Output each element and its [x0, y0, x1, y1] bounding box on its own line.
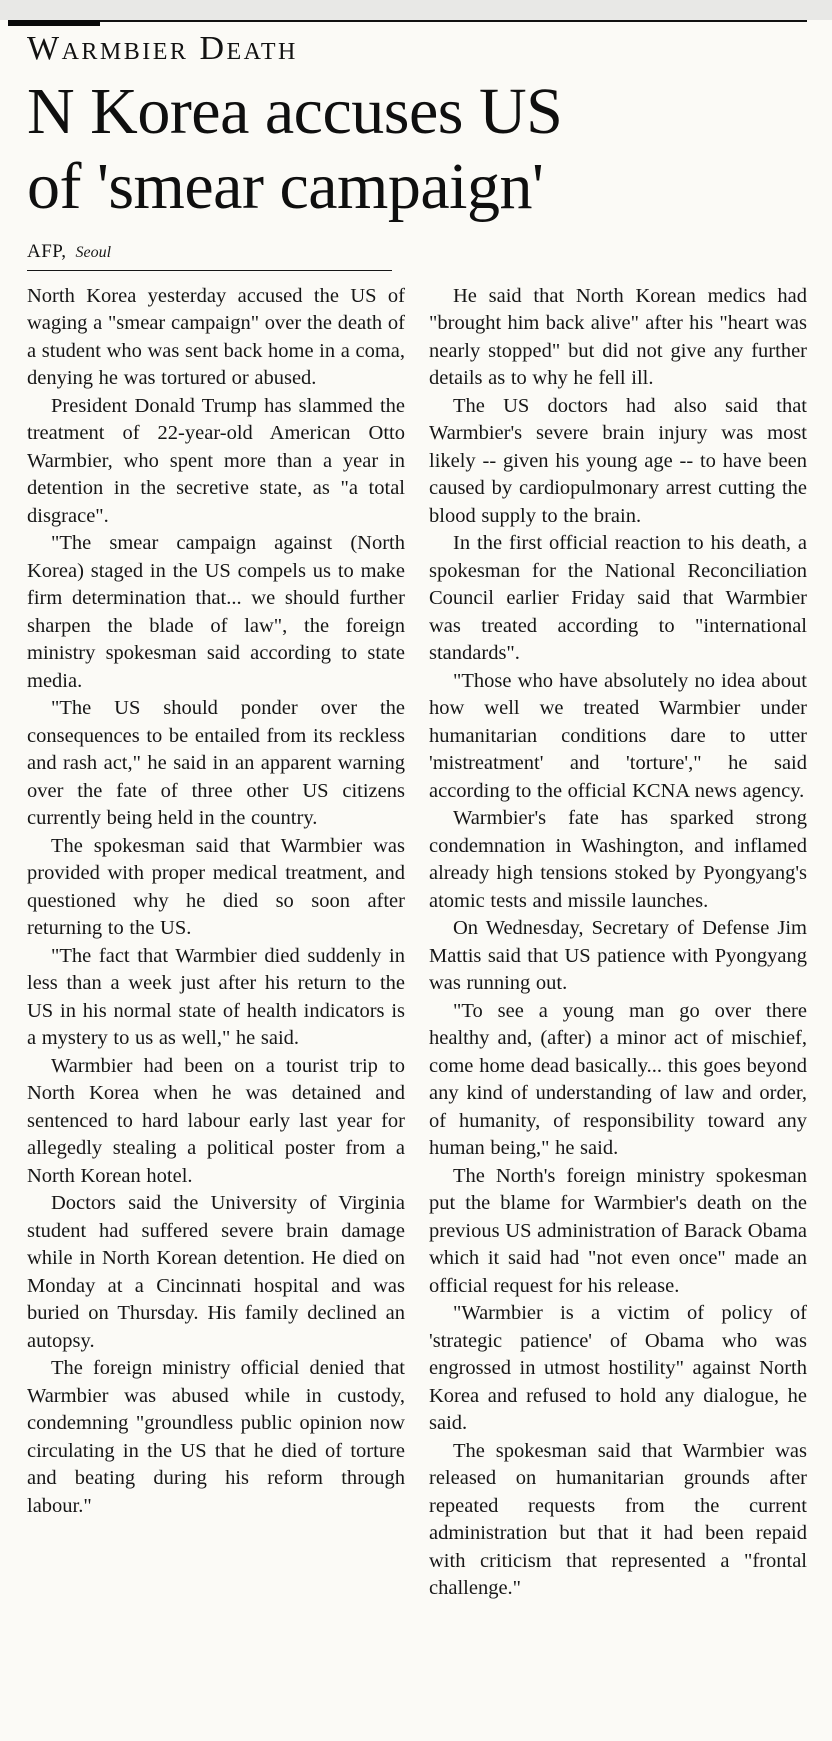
- paragraph: "The US should ponder over the consequences to be entailed from its reckless and rash act," he said in an apparent warning over the fate of three other US citizens currently being held in the country.: [27, 697, 405, 830]
- top-crop-mark: [8, 20, 100, 26]
- article-headline: [27, 75, 807, 224]
- paragraph: "The smear campaign against (North Korea) staged in the US compels us to make firm determination that... we should further sharpen the blade of law", the foreign ministry spokesman said according to state media.: [27, 532, 405, 692]
- article-body: [27, 283, 807, 1603]
- paragraph: President Donald Trump has slammed the treatment of 22-year-old American Otto Warmbier, who spent more than a year in detention in the secretive state, as "a total disgrace".: [27, 394, 405, 527]
- paragraph: The spokesman said that Warmbier was provided with proper medical treatment, and questioned why he died so soon after returning to the US.: [27, 834, 405, 940]
- newspaper-page: [0, 20, 832, 1741]
- paragraph: He said that North Korean medics had "brought him back alive" after his "heart was nearly stopped" but did not give any further details as to why he fell ill.: [429, 284, 807, 390]
- paragraph: The foreign ministry official denied that Warmbier was abused while in custody, condemning "groundless public opinion now circulating in the US that he died of torture and beating during his reform through labour.": [27, 1357, 405, 1517]
- byline-rule: [27, 270, 392, 271]
- paragraph: "The fact that Warmbier died suddenly in less than a week just after his return to the US in his normal state of health indicators is a mystery to us as well," he said.: [27, 944, 405, 1050]
- paragraph: The spokesman said that Warmbier was released on humanitarian grounds after repeated requests from the current administration but that it had been repaid with criticism that represented a "frontal challenge.": [429, 1439, 807, 1600]
- top-rule: [27, 20, 807, 22]
- left-column: [27, 283, 405, 1603]
- paragraph: "Those who have absolutely no idea about how well we treated Warmbier under humanitarian conditions dare to utter 'mistreatment' and 'torture'," he said according to the official KCNA news agency.: [429, 669, 807, 802]
- headline-line-2: of 'smear campaign': [27, 149, 544, 223]
- paragraph: On Wednesday, Secretary of Defense Jim Mattis said that US patience with Pyongyang was running out.: [429, 917, 807, 995]
- paragraph: "Warmbier is a victim of policy of 'strategic patience' of Obama who was engrossed in utmost hostility" against North Korea and refused to hold any dialogue, he said.: [429, 1302, 807, 1435]
- paragraph: North Korea yesterday accused the US of waging a "smear campaign" over the death of a student who was sent back home in a coma, denying he was tortured or abused.: [27, 284, 405, 390]
- paragraph: The North's foreign ministry spokesman put the blame for Warmbier's death on the previous US administration of Barack Obama which it said had "not even once" made an official request for his release.: [429, 1164, 807, 1297]
- right-column: [429, 283, 807, 1603]
- headline-line-1: N Korea accuses US: [27, 75, 563, 149]
- byline-agency: AFP,: [27, 240, 67, 262]
- paragraph: Warmbier's fate has sparked strong condemnation in Washington, and inflamed already high tensions stoked by Pyongyang's atomic tests and missile launches.: [429, 807, 807, 912]
- paragraph: The US doctors had also said that Warmbier's severe brain injury was most likely -- given his young age -- to have been caused by cardiopulmonary arrest cutting the blood supply to the brain.: [429, 394, 807, 527]
- paragraph: Doctors said the University of Virginia student had suffered severe brain damage while in North Korean detention. He died on Monday at a Cincinnati hospital and was buried on Thursday. His family declined an autopsy.: [27, 1192, 405, 1352]
- byline: [27, 241, 807, 263]
- byline-location: Seoul: [75, 243, 112, 261]
- paragraph: Warmbier had been on a tourist trip to North Korea when he was detained and sentenced to hard labour early last year for allegedly stealing a political poster from a North Korean hotel.: [27, 1054, 405, 1187]
- article-kicker: Warmbier Death: [27, 30, 298, 67]
- paragraph: In the first official reaction to his death, a spokesman for the National Reconciliation Council earlier Friday said that Warmbier was treated according to "international standards".: [429, 532, 807, 665]
- paragraph: "To see a young man go over there healthy and, (after) a minor act of mischief, come home dead basically... this goes beyond any kind of understanding of law and order, of humanity, of responsibility toward any human being," he said.: [429, 999, 807, 1160]
